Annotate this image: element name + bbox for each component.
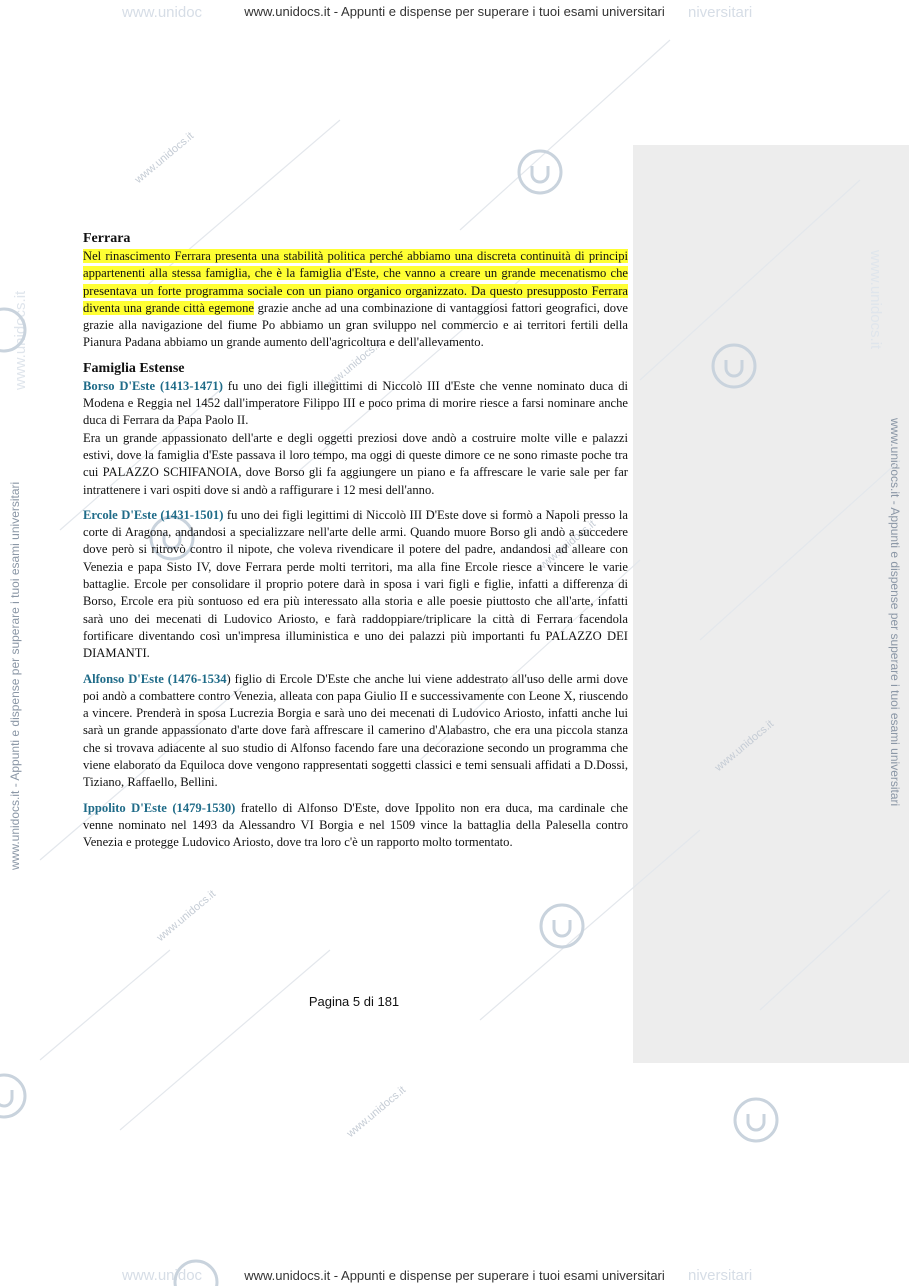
paragraph-ferrara <box>83 248 628 352</box>
watermark-header-bottom: www.unidocs.it - Appunti e dispense per superare i tuoi esami universitari <box>244 1268 665 1283</box>
paragraph-text: ) figlio di Ercole D'Este che anche lui viene addestrato all'uso delle armi dove poi andò a combattere contro Venezia, alleata con papa Giulio II e successivamente con Leone X, riuscendo a vincere. Prenderà in sposa Lucrezia Borgia e sarà uno dei mecenati di Ludovico Ariosto, infatti anche lui sarà un grande appassionato d'arte dove farà affrescare il camerino d'Alabastro, che era una piccola stanza che si trovava adiacente al suo studio di Alfonso facendo fare una decorazione secondo un programma che viene elaborato da Equiloca dove vengono rappresentati soggetti classici e temi sensuali affidati a D.Dossi, Tiziano, Raffaello, Bellini. <box>83 671 629 790</box>
watermark-ghost-left-top: www.unidoc <box>122 4 203 21</box>
person-name-ippolito: Ippolito D'Este (1479-1530) <box>83 800 236 815</box>
paragraph-text: fu uno dei figli illegittimi di Niccolò III d'Este che venne nominato duca di Modena e Reggia nel 1452 dall'imperatore Filippo III e poco prima di morire riesce a farsi nominare anche duca di Ferrara da Papa Paolo II. <box>83 378 628 428</box>
paragraph-text: grazie anche ad una combinazione di vantaggiosi fattori geografici, dove grazie alla navigazione del fiume Po abbiamo un gran sviluppo nel commercio e ai territori fertili della Pianura Padana abbiamo un grande aumento dell'agricoltura e dell'allevamento. <box>83 300 628 350</box>
watermark-ghost-right-top: niversitari <box>688 4 753 21</box>
watermark-side-right: www.unidocs.it - Appunti e dispense per superare i tuoi esami universitari <box>888 418 902 807</box>
watermark-diagonal-text: www.unidocs.it <box>132 130 197 186</box>
watermark-diagonal-text: www.unidocs.it <box>534 518 599 574</box>
person-name-alfonso: Alfonso D'Este (1476-1534 <box>83 671 227 686</box>
paragraph-ippolito <box>83 800 628 852</box>
watermark-header-top: www.unidocs.it - Appunti e dispense per superare i tuoi esami universitari <box>244 4 665 19</box>
paragraph-text: fu uno dei figli legittimi di Niccolò III D'Este dove si formò a Napoli presso la corte di Aragona, andandosi a specializzare nell'arte delle armi. Quando muore Borso gli andò a succedere dove però si ritrovò contro il nipote, che voleva rivendicare il potere del padre, andandosi ad alleare con Venezia e papa Sisto IV, dove Ferrara perde molti territori, ma alla fine Ercole riesce a vincere le varie battaglie. Ercole per consolidare il proprio potere darà in sposa i vari figli e figlie, infatti a differenza di Borso, Ercole era più sontuoso ed era più interessato alla storia e alle poesie piuttosto che all'arte, infatti sarà uno dei mecenati di Ludovico Ariosto, e farà raddoppiare/triplicare la città di Ferrara facendola fortificare diventando così un'impresa illuministica e uno dei palazzi più importanti fu PALAZZO DEI DIAMANTI. <box>83 507 628 661</box>
paragraph-text: fratello di Alfonso D'Este, dove Ippolito non era duca, ma cardinale che venne nominato nel 1493 da Alessandro VI Borgia e nel 1509 vince la battaglia della Palesella contro Venezia e protegge Ludovico Ariosto, dove tra loro c'è un rapporto molto tormentato. <box>83 800 628 850</box>
section-title-famiglia-estense: Famiglia Estense <box>83 360 185 376</box>
document-body <box>83 230 628 860</box>
page-number: Pagina 5 di 181 <box>308 994 400 1009</box>
watermark-diagonal-text: www.unidocs.it <box>344 1084 409 1140</box>
watermark-side-ghost-right: www.unidocs.it <box>867 250 884 350</box>
watermark-diagonal-text: www.unidocs.it <box>712 718 777 774</box>
watermark-diagonal-text: www.unidocs.it <box>320 338 385 394</box>
section-title-ferrara: Ferrara <box>83 231 131 246</box>
watermark-ghost-right-bottom: niversitari <box>688 1267 753 1284</box>
highlighted-text: Nel rinascimento Ferrara presenta una stabilità politica perché abbiamo una discreta continuità di principi appartenenti alla stessa famiglia, che è la famiglia d'Este, che vanno a creare un grande mecenatismo che presentava un forte programma sociale con un piano organico organizzato. Da questo presupposto Ferrara diventa una grande città egemone <box>83 249 628 315</box>
paragraph-borso-continued: Era un grande appassionato dell'arte e degli oggetti preziosi dove andò a costruire molte ville e palazzi estivi, dove la famiglia d'Este passava il loro tempo, ma oggi di queste dimore ce ne sono rimaste poche tra cui PALAZZO SCHIFANOIA, dove Borso gli fa aggiungere un piano e fa affrescare le varie sale per far intrattenere i vari ospiti dove si andò a raffigurare i 12 mesi dell'anno. <box>83 430 628 497</box>
watermark-ghost-left-bottom: www.unidoc <box>122 1267 203 1284</box>
paragraph-borso <box>83 378 628 430</box>
person-name-borso: Borso D'Este (1413-1471) <box>83 378 223 393</box>
person-name-ercole: Ercole D'Este (1431-1501) <box>83 507 224 522</box>
watermark-side-ghost-left: www.unidocs.it <box>12 290 29 390</box>
watermark-side-left: www.unidocs.it - Appunti e dispense per superare i tuoi esami universitari <box>8 481 22 870</box>
watermark-diagonal-text: www.unidocs.it <box>154 888 219 944</box>
paragraph-ercole <box>83 507 628 663</box>
paragraph-alfonso <box>83 671 628 792</box>
